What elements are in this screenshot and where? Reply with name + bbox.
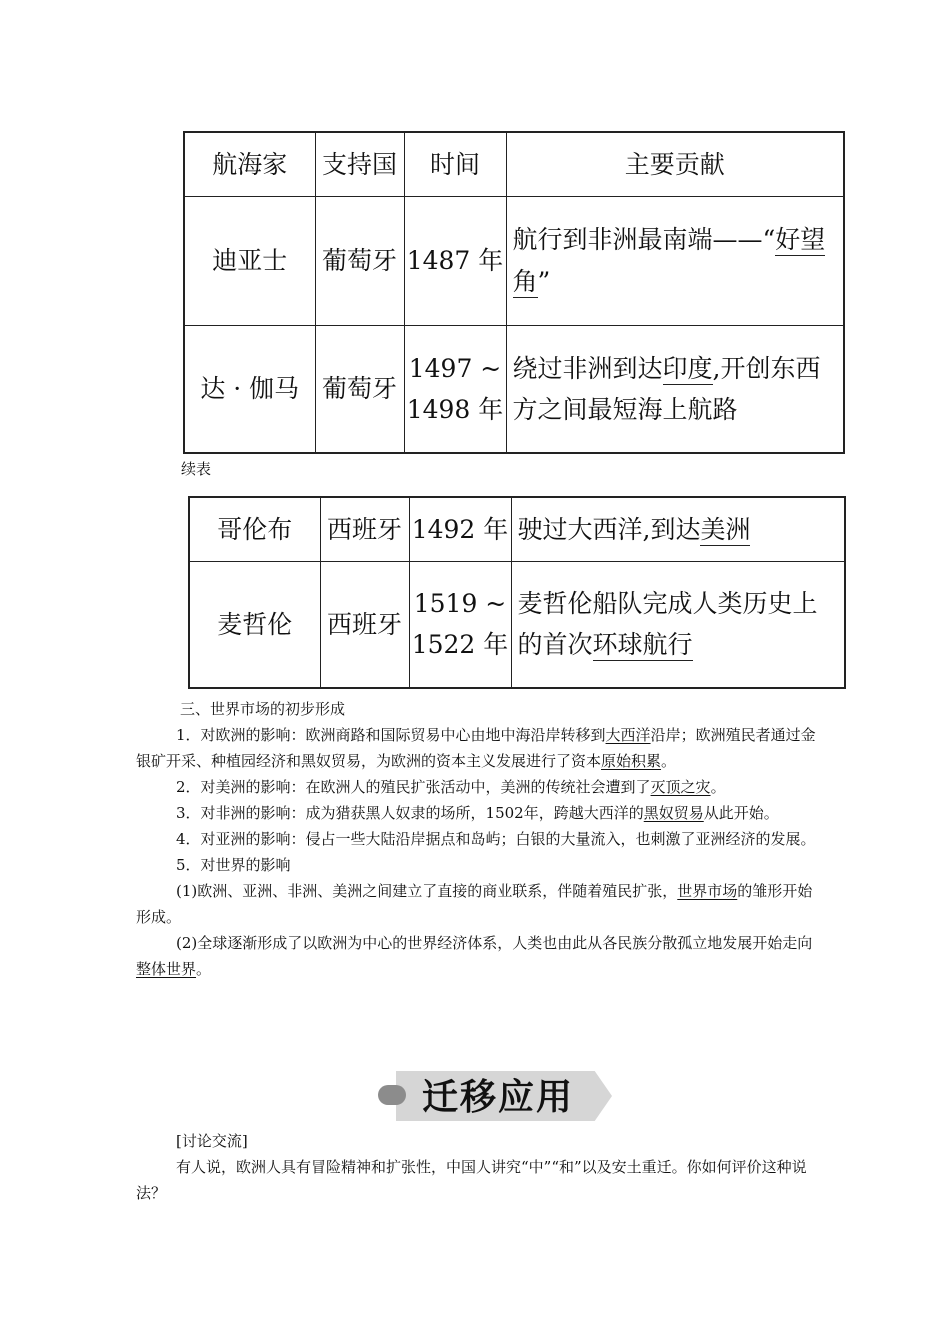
navigators-table-continued: [188, 496, 846, 689]
contribution-answer: 环球航行: [592, 630, 693, 660]
paragraph-world: 5．对世界的影响: [176, 856, 291, 874]
contribution-answer: 好望角: [512, 225, 826, 296]
section-banner: [378, 1063, 614, 1123]
navigator-name: 迪亚士: [184, 196, 315, 325]
contribution-text-end: ”: [537, 266, 551, 296]
text: 1．对欧洲的影响：欧洲商路和国际贸易中心由地中海沿岸转移到: [176, 726, 606, 744]
text: 3．对非洲的影响：成为猎获黑人奴隶的场所，1502年，跨越大西洋的: [176, 804, 644, 822]
contribution-answer: 美洲: [700, 514, 751, 544]
paragraph-world-2: [136, 930, 818, 982]
answer-blank: 原始积累: [601, 752, 662, 770]
contribution-answer: 印度: [662, 353, 713, 383]
answer-blank: 整体世界: [136, 960, 197, 978]
navigator-name: 达 · 伽马: [184, 325, 315, 453]
text: 2．对美洲的影响：在欧洲人的殖民扩张活动中，美洲的传统社会遭到了: [176, 778, 651, 796]
discussion-block: [136, 1128, 818, 1206]
voyage-time: 1487 年: [404, 196, 506, 325]
section-heading: 三、世界市场的初步形成: [180, 700, 346, 718]
navigator-name: 麦哲伦: [189, 561, 320, 688]
paragraph-america: [136, 774, 818, 800]
text: 沿岸；欧洲殖民者通过金银矿开采、种植园经济和黑奴贸易，为欧洲的资本主义发展进行了资本: [136, 726, 816, 770]
discussion-label: [讨论交流]: [176, 1132, 248, 1150]
navigators-table: [183, 131, 845, 454]
answer-blank: 大西洋: [605, 726, 651, 744]
navigator-name: 哥伦布: [189, 497, 320, 561]
text: (1)欧洲、亚洲、非洲、美洲之间建立了直接的商业联系，伴随着殖民扩张，: [176, 882, 678, 900]
contribution: [506, 325, 844, 453]
discussion-question: 有人说，欧洲人具有冒险精神和扩张性，中国人讲究“中”“和”以及安土重迁。你如何评价这种说法？: [136, 1158, 807, 1202]
table-header-row: [184, 132, 844, 196]
text: 从此开始。: [703, 804, 779, 822]
voyage-time: 1497 ~ 1498 年: [404, 325, 506, 453]
text: 。: [196, 960, 212, 978]
contribution-text-end: ,开创东西方之间最短海上航路: [512, 353, 821, 424]
voyage-time: 1519 ~ 1522 年: [409, 561, 511, 688]
text: 。: [710, 778, 726, 796]
paragraph-europe: [136, 722, 818, 774]
paragraph-africa: [136, 800, 818, 826]
table-row: [189, 561, 845, 688]
contribution-text: 麦哲伦船队完成人类历史上的首次: [517, 589, 818, 660]
support-country: 葡萄牙: [315, 196, 404, 325]
answer-blank: 黑奴贸易: [643, 804, 704, 822]
text: 。: [661, 752, 677, 770]
contribution: [506, 196, 844, 325]
voyage-time: 1492 年: [409, 497, 511, 561]
paragraph-world-1: [136, 878, 818, 930]
banner-title: 迁移应用: [422, 1077, 575, 1118]
contribution: [511, 497, 845, 561]
contribution-text: 航行到非洲最南端——“: [512, 225, 776, 255]
table-row: [184, 196, 844, 325]
contribution: [511, 561, 845, 688]
table-row: [184, 325, 844, 453]
text: 的雏形开始形成。: [136, 882, 813, 926]
contribution-text: 绕过非洲到达: [512, 353, 663, 383]
banner-dot: [378, 1085, 406, 1105]
support-country: 西班牙: [320, 561, 409, 688]
support-country: 葡萄牙: [315, 325, 404, 453]
support-country: 西班牙: [320, 497, 409, 561]
header-navigator: 航海家: [184, 132, 315, 196]
continued-label: 续表: [181, 460, 212, 478]
section-world-market: [136, 696, 818, 982]
contribution-text: 驶过大西洋,到达: [517, 514, 701, 544]
table-row: [189, 497, 845, 561]
answer-blank: 灭顶之灾: [650, 778, 711, 796]
header-time: 时间: [404, 132, 506, 196]
paragraph-asia: 4．对亚洲的影响：侵占一些大陆沿岸据点和岛屿；白银的大量流入，也刺激了亚洲经济的发展。: [176, 830, 816, 848]
answer-blank: 世界市场: [677, 882, 738, 900]
header-country: 支持国: [315, 132, 404, 196]
text: (2)全球逐渐形成了以欧洲为中心的世界经济体系，人类也由此从各民族分散孤立地发展开始走向: [176, 934, 813, 952]
header-contribution: 主要贡献: [506, 132, 844, 196]
